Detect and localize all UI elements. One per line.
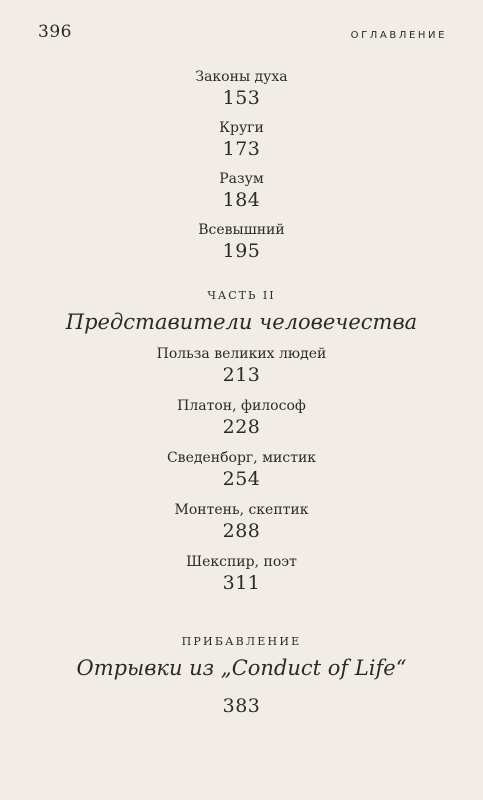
toc-entry: [0, 501, 483, 543]
appendix-title: Отрывки из „Conduct of Life“: [76, 656, 407, 680]
toc-entry-page: 288: [222, 520, 261, 542]
appendix-page: 383: [222, 695, 261, 717]
toc-entry-page: 195: [222, 240, 261, 262]
toc-entry-page: 254: [222, 468, 261, 490]
toc-section-top: [0, 68, 483, 263]
toc-appendix: [0, 635, 483, 718]
toc-entry: [0, 170, 483, 212]
toc-entry-title: Законы духа: [195, 69, 288, 85]
toc-part-2: [0, 289, 483, 595]
part-label: ЧАСТЬ II: [207, 289, 276, 302]
toc-entry: [0, 449, 483, 491]
toc-entry-title: Польза великих людей: [156, 346, 327, 362]
toc-entry-title: Шекспир, поэт: [186, 554, 297, 570]
toc-entry-title: Разум: [219, 171, 264, 187]
toc-entry-page: 153: [222, 87, 261, 109]
toc-entry-title: Круги: [219, 120, 264, 136]
toc-entry-page: 311: [222, 572, 261, 594]
toc-entry: [0, 119, 483, 161]
appendix-label: ПРИБАВЛЕНИЕ: [181, 635, 302, 648]
toc-entry-page: 213: [222, 364, 261, 386]
toc-entry-title: Всевышний: [198, 222, 285, 238]
running-title: ОГЛАВЛЕНИЕ: [350, 30, 447, 41]
table-of-contents: [0, 68, 483, 718]
toc-entry-title: Монтень, скептик: [174, 502, 309, 518]
toc-entry-title: Сведенборг, мистик: [166, 450, 317, 466]
toc-entry-page: 184: [222, 189, 261, 211]
toc-entry: [0, 68, 483, 110]
part-title: Представители человечества: [65, 310, 418, 334]
page-number: 396: [38, 22, 72, 42]
toc-entry: [0, 397, 483, 439]
toc-entry-title: Платон, философ: [177, 398, 306, 414]
toc-entry: [0, 221, 483, 263]
toc-entry: [0, 553, 483, 595]
toc-entry: [0, 345, 483, 387]
toc-entry-page: 228: [222, 416, 261, 438]
toc-entry-page: 173: [222, 138, 261, 160]
